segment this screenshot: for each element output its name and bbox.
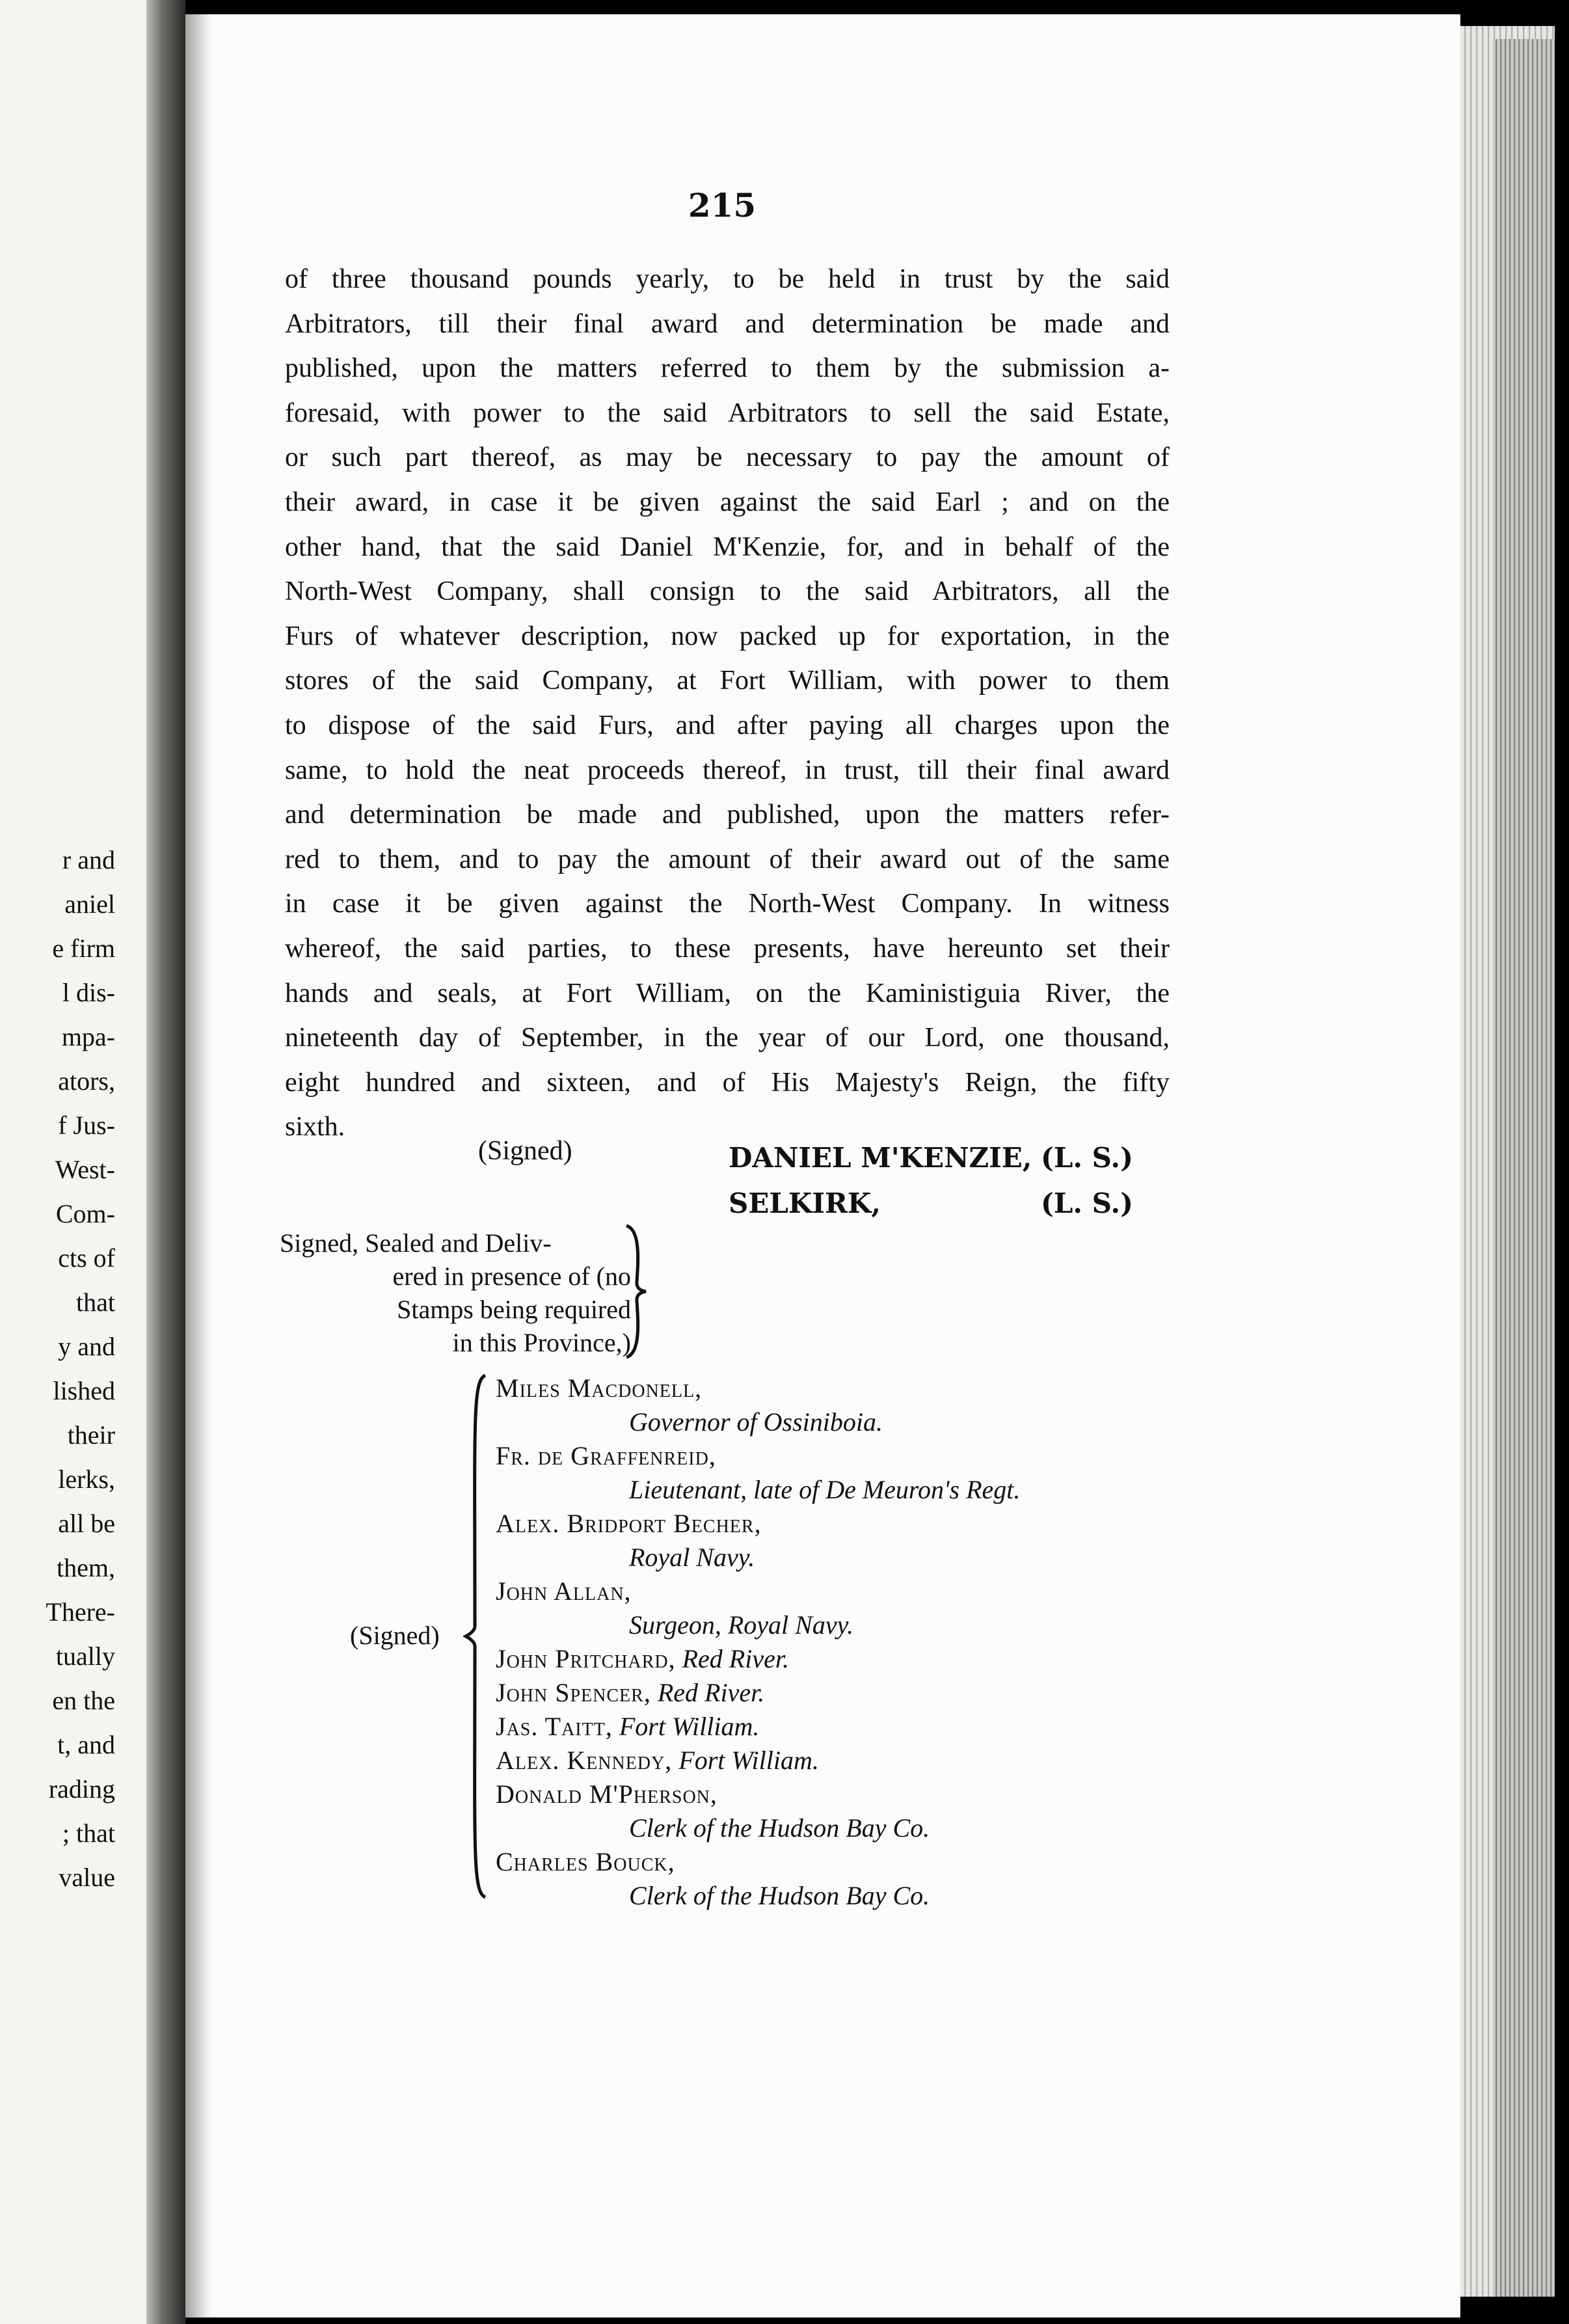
previous-page-line: West- [55, 1155, 115, 1184]
attestation-clause [280, 1226, 631, 1359]
witness-title: Clerk of the Hudson Bay Co. [629, 1813, 930, 1843]
witness-place: Red River. [657, 1678, 765, 1707]
witness-name: John Allan, [496, 1576, 632, 1606]
previous-page-line: l dis- [62, 978, 115, 1007]
signed-label: (Signed) [478, 1136, 572, 1166]
text-line: sixth. [285, 1112, 345, 1142]
witness-place: Fort William. [619, 1712, 760, 1741]
signatory-block [729, 1135, 1133, 1226]
previous-page-line: lerks, [58, 1465, 115, 1494]
witness-name: Alex. Bridport Becher, [496, 1509, 762, 1538]
text-line: and determination be made and published, upon the matters refer- [285, 800, 1170, 830]
witness-name: Fr. de Graffenreid, [496, 1441, 716, 1470]
signatory-row [729, 1135, 1133, 1181]
previous-page-line: them, [57, 1553, 115, 1582]
previous-page-line: f Jus- [58, 1111, 115, 1140]
previous-page-line: cts of [58, 1243, 115, 1273]
previous-page-line: their [67, 1420, 115, 1450]
previous-page-line: r and [62, 845, 115, 874]
signatory-name: SELKIRK, [729, 1187, 881, 1219]
text-line: published, upon the matters referred to them by the submission a- [285, 353, 1170, 384]
witness-title: Royal Navy. [629, 1543, 755, 1572]
previous-page-line: aniel [64, 889, 115, 919]
text-line: other hand, that the said Daniel M'Kenzie, for, and in behalf of the [285, 532, 1170, 562]
text-line: whereof, the said parties, to these presents, have hereunto set their [285, 933, 1170, 964]
witness-name: Jas. Taitt, Fort William. [496, 1712, 760, 1741]
previous-page-line: lished [53, 1376, 115, 1405]
witness-list [496, 1371, 1020, 1913]
previous-page-line: y and [58, 1332, 115, 1361]
signatory-row [729, 1181, 1133, 1226]
previous-page-line: Com- [55, 1199, 115, 1228]
attestation-line: ered in presence of (no [392, 1262, 631, 1291]
previous-page-line: e firm [52, 934, 115, 963]
text-line: of three thousand pounds yearly, to be held in trust by the said [285, 264, 1170, 294]
page-number: 215 [688, 186, 757, 224]
witness-name: Donald M'Pherson, [496, 1779, 717, 1809]
witness-place: Red River. [682, 1644, 789, 1673]
previous-page-fragment [0, 0, 146, 2324]
witness-name: John Pritchard, Red River. [496, 1644, 789, 1673]
previous-page-line: ; that [62, 1818, 115, 1848]
witness-title: Governor of Ossiniboia. [629, 1407, 883, 1437]
right-brace-icon [621, 1223, 650, 1360]
witness-signed-label: (Signed) [350, 1621, 440, 1650]
witness-title: Lieutenant, late of De Meuron's Regt. [629, 1475, 1021, 1504]
previous-page-text [11, 838, 115, 1900]
previous-page-line: en the [52, 1686, 115, 1715]
previous-page-line: rading [48, 1774, 115, 1804]
text-line: Furs of whatever description, now packed up for exportation, in the [285, 621, 1170, 651]
text-line: hands and seals, at Fort William, on the Kaministiguia River, the [285, 978, 1170, 1008]
witness-name: Alex. Kennedy, Fort William. [496, 1746, 819, 1775]
previous-page-line: tually [55, 1642, 115, 1671]
text-line: to dispose of the said Furs, and after paying all charges upon the [285, 710, 1170, 740]
text-line: in case it be given against the North-West Company. In witness [285, 889, 1170, 919]
seal-mark: (L. S.) [1041, 1142, 1133, 1174]
text-line: stores of the said Company, at Fort William, with power to them [285, 666, 1170, 696]
book-gutter [146, 0, 185, 2324]
previous-page-line: t, and [57, 1730, 115, 1759]
gutter-shadow [185, 0, 211, 2324]
attestation-line: Signed, Sealed and Deliv- [280, 1228, 552, 1258]
attestation-line: in this Province,) [452, 1328, 631, 1357]
signatory-name: DANIEL M'KENZIE, [729, 1142, 1032, 1174]
witness-name: Miles Macdonell, [496, 1373, 703, 1403]
witness-title: Clerk of the Hudson Bay Co. [629, 1881, 930, 1910]
previous-page-line: ators, [58, 1066, 115, 1096]
witness-name: John Spencer, Red River. [496, 1678, 765, 1707]
text-line: same, to hold the neat proceeds thereof, in trust, till their final award [285, 755, 1170, 785]
text-line: red to them, and to pay the amount of their award out of the same [285, 844, 1170, 874]
text-line: North-West Company, shall consign to the said Arbitrators, all the [285, 576, 1170, 607]
page-edges-shadow [1493, 39, 1555, 2297]
text-line: or such part thereof, as may be necessary to pay the amount of [285, 442, 1170, 473]
previous-page-line: that [76, 1288, 115, 1317]
body-paragraph [285, 257, 1170, 1150]
text-line: Arbitrators, till their final award and determination be made and [285, 308, 1170, 339]
left-brace-icon [463, 1373, 489, 1900]
witness-title: Surgeon, Royal Navy. [629, 1610, 854, 1640]
previous-page-line: value [59, 1863, 115, 1892]
previous-page-line: There- [46, 1597, 115, 1627]
witness-name: Charles Bouck, [496, 1847, 675, 1876]
text-line: eight hundred and sixteen, and of His Majesty's Reign, the fifty [285, 1067, 1170, 1098]
text-line: nineteenth day of September, in the year of our Lord, one thousand, [285, 1023, 1170, 1053]
attestation-line: Stamps being required [397, 1295, 631, 1324]
witness-place: Fort William. [678, 1746, 819, 1775]
previous-page-line: all be [58, 1509, 115, 1538]
text-line: their award, in case it be given against the said Earl ; and on the [285, 487, 1170, 517]
seal-mark: (L. S.) [1041, 1187, 1133, 1219]
text-line: foresaid, with power to the said Arbitrators to sell the said Estate, [285, 398, 1170, 428]
previous-page-line: mpa- [61, 1022, 115, 1051]
